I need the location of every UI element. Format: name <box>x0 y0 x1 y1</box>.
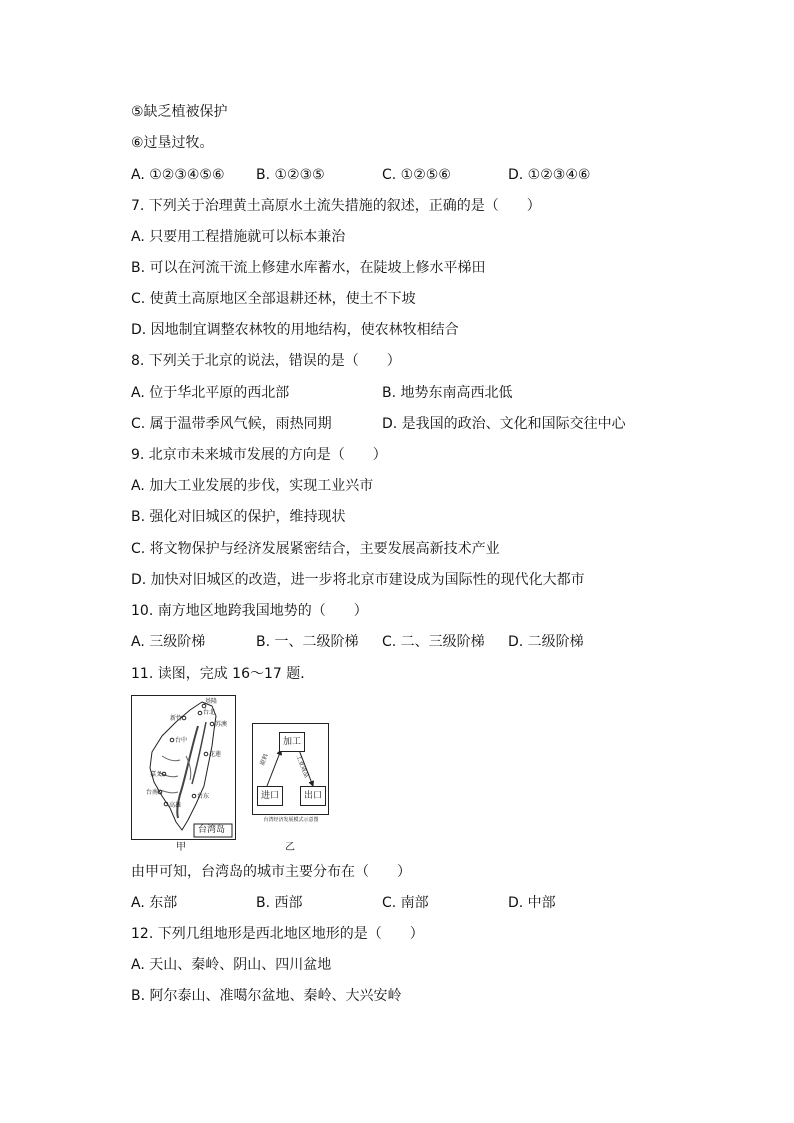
q6-item-6: ⑥过垦过牧。 <box>131 135 214 151</box>
q9-option-b: B. 强化对旧城区的保护，维持现状 <box>131 509 346 525</box>
q9-stem: 9. 北京市未来城市发展的方向是（ ） <box>131 447 387 463</box>
q11-option-b: B. 西部 <box>256 895 303 911</box>
q10-option-b: B. 一、二级阶梯 <box>256 634 359 650</box>
q9-option-a: A. 加大工业发展的步伐，实现工业兴市 <box>131 478 374 494</box>
q11-option-c: C. 南部 <box>382 895 429 911</box>
q8-option-c: C. 属于温带季风气候，雨热同期 <box>131 416 332 432</box>
city-label: 高雄 <box>169 802 182 809</box>
city-label: 台南 <box>146 789 159 796</box>
q6-option-b: B. ①②③⑤ <box>256 167 325 183</box>
taiwan-map-label: 台湾岛 <box>198 825 226 835</box>
q8-stem: 8. 下列关于北京的说法，错误的是（ ） <box>131 353 401 369</box>
node-export: 出口 <box>300 786 326 806</box>
city-label: 台中 <box>175 737 188 744</box>
q10-option-c: C. 二、三级阶梯 <box>382 634 485 650</box>
diagram-title: 台湾经济发展模式示意图 <box>263 817 319 823</box>
city-label: 台北 <box>203 709 216 716</box>
figure-jia-caption: 甲 <box>176 842 186 853</box>
q7-stem: 7. 下列关于治理黄土高原水土流失措施的叙述，正确的是（ ） <box>131 198 541 214</box>
node-import: 进口 <box>257 786 283 806</box>
q6-option-d: D. ①②③④⑥ <box>508 167 591 183</box>
q6-item-5: ⑤缺乏植被保护 <box>131 104 228 120</box>
q7-option-a: A. 只要用工程措施就可以标本兼治 <box>131 229 346 245</box>
arrow-label-industrial-products: 工业成品 <box>294 754 310 779</box>
q9-option-d: D. 加快对旧城区的改造，进一步将北京市建设成为国际性的现代化大都市 <box>131 572 585 588</box>
q8-option-d: D. 是我国的政治、文化和国际交往中心 <box>382 416 626 432</box>
taiwan-map-drawing <box>132 696 235 839</box>
q12-option-a: A. 天山、秦岭、阴山、四川盆地 <box>131 957 332 973</box>
q8-option-a: A. 位于华北平原的西北部 <box>131 385 290 401</box>
taiwan-map-figure <box>131 695 236 840</box>
taiwan-economy-diagram <box>252 723 329 815</box>
arrow-label-raw-materials: 原料 <box>259 752 270 767</box>
q11-figures <box>131 695 341 855</box>
city-label: 台东 <box>197 793 210 800</box>
q12-option-b: B. 阿尔泰山、准噶尔盆地、秦岭、大兴安岭 <box>131 988 402 1004</box>
q7-option-b: B. 可以在河流干流上修建水库蓄水，在陡坡上修水平梯田 <box>131 260 486 276</box>
city-label: 基隆 <box>205 698 218 705</box>
q10-stem: 10. 南方地区地跨我国地势的（ ） <box>131 603 368 619</box>
city-label: 新竹 <box>170 715 183 722</box>
city-label: 嘉义 <box>150 771 163 778</box>
q11-sub-stem: 由甲可知，台湾岛的城市主要分布在（ ） <box>131 864 411 880</box>
q8-option-b: B. 地势东南高西北低 <box>382 385 513 401</box>
q9-option-c: C. 将文物保护与经济发展紧密结合，主要发展高新技术产业 <box>131 541 500 557</box>
q7-option-c: C. 使黄土高原地区全部退耕还林，使土不下坡 <box>131 291 416 307</box>
figure-yi-caption: 乙 <box>285 842 295 853</box>
q6-option-a: A. ①②③④⑤⑥ <box>131 167 225 183</box>
node-processing: 加工 <box>279 732 305 752</box>
q11-option-a: A. 东部 <box>131 895 178 911</box>
q10-option-d: D. 二级阶梯 <box>508 634 584 650</box>
q10-option-a: A. 三级阶梯 <box>131 634 206 650</box>
q7-option-d: D. 因地制宜调整农林牧的用地结构，使农林牧相结合 <box>131 322 459 338</box>
city-label: 花莲 <box>209 751 222 758</box>
q6-option-c: C. ①②⑤⑥ <box>382 167 451 183</box>
q12-stem: 12. 下列几组地形是西北地区地形的是（ ） <box>131 926 424 942</box>
q11-stem: 11. 读图，完成 16～17 题． <box>131 666 315 682</box>
q11-option-d: D. 中部 <box>508 895 556 911</box>
city-label: 苏澳 <box>215 721 228 728</box>
